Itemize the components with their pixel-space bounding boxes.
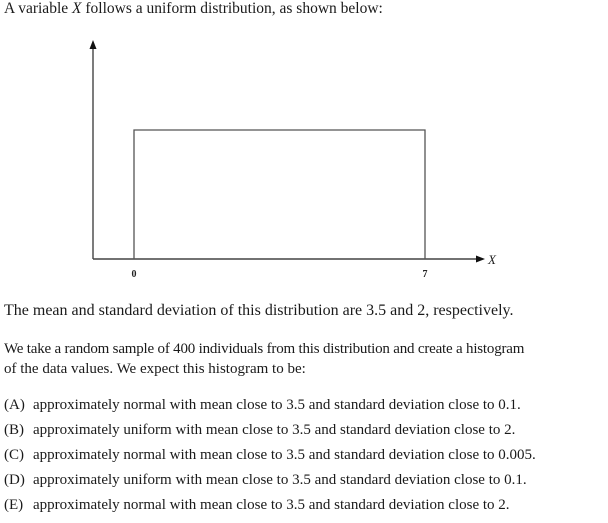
choice-text: approximately normal with mean close to 3.5 and standard deviation close to 0.005. bbox=[33, 447, 536, 463]
choice-text: approximately normal with mean close to 3.5 and standard deviation close to 2. bbox=[33, 497, 510, 513]
x-axis-arrow-icon bbox=[476, 256, 485, 263]
choice-letter: (A) bbox=[4, 397, 25, 413]
choice-d[interactable] bbox=[4, 472, 527, 489]
tick-label-0: 0 bbox=[131, 269, 137, 280]
choice-text: approximately normal with mean close to 3.5 and standard deviation close to 0.1. bbox=[33, 397, 521, 413]
question-line-2: of the data values. We expect this histogram to be: bbox=[4, 361, 306, 377]
choice-letter: (C) bbox=[4, 447, 24, 463]
distribution-statement: The mean and standard deviation of this distribution are 3.5 and 2, respectively. bbox=[4, 302, 514, 319]
choice-text: approximately uniform with mean close to 3.5 and standard deviation close to 2. bbox=[33, 422, 516, 438]
variable-x: X bbox=[72, 0, 82, 17]
choice-b[interactable] bbox=[4, 422, 515, 439]
choice-e[interactable] bbox=[4, 497, 510, 514]
tick-label-7: 7 bbox=[422, 269, 428, 280]
choice-a[interactable] bbox=[4, 397, 521, 414]
choice-c[interactable] bbox=[4, 447, 536, 464]
x-axis-label: X bbox=[488, 252, 496, 267]
intro-after: follows a uniform distribution, as shown below: bbox=[81, 0, 383, 17]
question-line-1: We take a random sample of 400 individuals from this distribution and create a histogram bbox=[4, 341, 525, 357]
choice-letter: (E) bbox=[4, 497, 24, 513]
density-rectangle bbox=[134, 130, 425, 259]
intro-before: A variable bbox=[4, 0, 73, 17]
y-axis-arrow-icon bbox=[90, 40, 97, 49]
choice-letter: (D) bbox=[4, 472, 25, 488]
choice-letter: (B) bbox=[4, 422, 24, 438]
choice-text: approximately uniform with mean close to 3.5 and standard deviation close to 0.1. bbox=[33, 472, 527, 488]
